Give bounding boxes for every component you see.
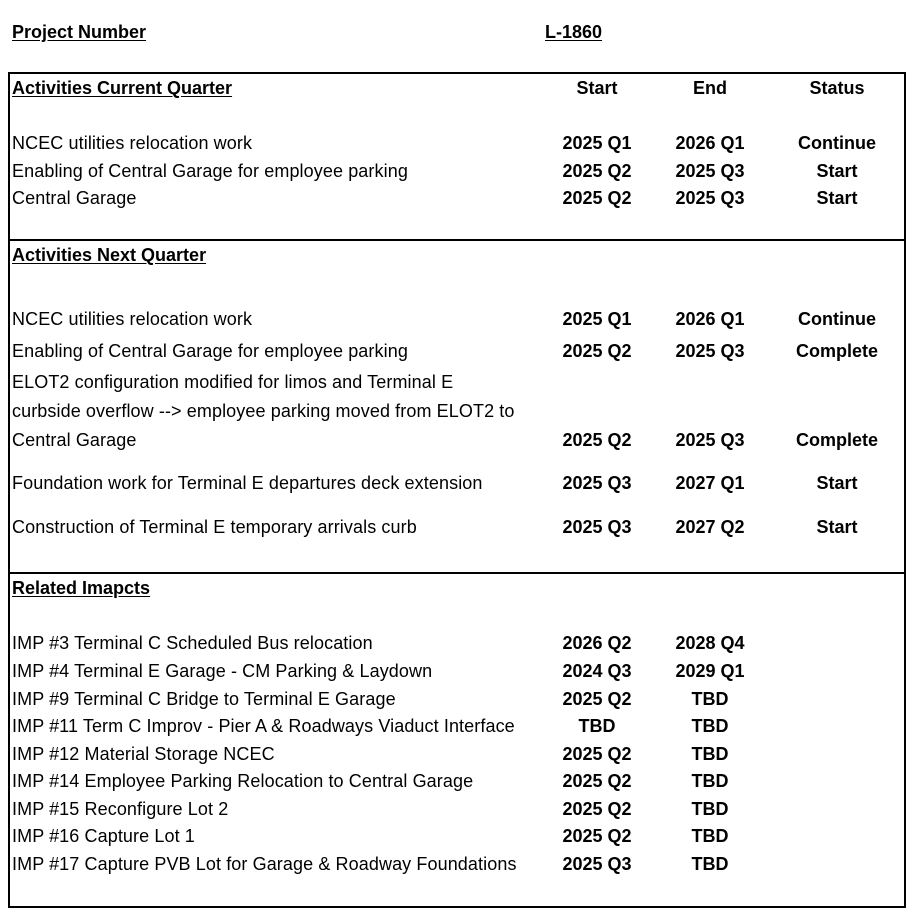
start-value: 2025 Q2: [562, 689, 632, 709]
activity-name: NCEC utilities relocation work: [12, 309, 253, 329]
status-value: Start: [816, 473, 858, 493]
activity-name: Enabling of Central Garage for employee parking: [12, 161, 408, 181]
end-value: TBD: [691, 689, 729, 709]
end-value: 2027 Q2: [675, 517, 745, 537]
project-number-label: Project Number: [12, 22, 147, 42]
start-value: 2025 Q2: [562, 771, 632, 791]
start-value: 2025 Q1: [562, 309, 632, 329]
start-value: 2025 Q3: [562, 854, 632, 874]
impact-name: IMP #9 Terminal C Bridge to Terminal E Garage: [12, 689, 396, 709]
end-value: TBD: [691, 716, 729, 736]
activity-name-line: curbside overflow --> employee parking moved from ELOT2 to: [12, 401, 515, 421]
end-value: 2025 Q3: [675, 188, 745, 208]
start-value: 2025 Q3: [562, 473, 632, 493]
end-value: 2026 Q1: [675, 309, 745, 329]
start-value: 2025 Q2: [562, 188, 632, 208]
next-quarter-heading: Activities Next Quarter: [12, 245, 207, 265]
status-value: Continue: [798, 309, 876, 329]
status-value: Continue: [798, 133, 876, 153]
end-value: 2025 Q3: [675, 161, 745, 181]
end-value: 2028 Q4: [675, 633, 745, 653]
activity-name-line: Central Garage: [12, 430, 137, 450]
project-number-value: L-1860: [545, 22, 603, 42]
status-value: Complete: [795, 430, 879, 450]
end-value: 2029 Q1: [675, 661, 745, 681]
start-value: 2025 Q2: [562, 744, 632, 764]
activity-name: NCEC utilities relocation work: [12, 133, 253, 153]
activity-name: Enabling of Central Garage for employee parking: [12, 341, 408, 361]
impact-name: IMP #11 Term C Improv - Pier A & Roadways Viaduct Interface: [12, 716, 515, 736]
impact-name: IMP #15 Reconfigure Lot 2: [12, 799, 229, 819]
activity-name-line: ELOT2 configuration modified for limos and Terminal E: [12, 372, 454, 392]
start-value: 2025 Q2: [562, 430, 632, 450]
end-value: TBD: [691, 771, 729, 791]
impact-name: IMP #12 Material Storage NCEC: [12, 744, 275, 764]
section-divider: [8, 239, 906, 241]
start-value: 2025 Q2: [562, 161, 632, 181]
end-value: 2026 Q1: [675, 133, 745, 153]
impact-name: IMP #17 Capture PVB Lot for Garage & Roadway Foundations: [12, 854, 517, 874]
status-value: Start: [816, 161, 858, 181]
activity-name: Foundation work for Terminal E departures deck extension: [12, 473, 483, 493]
start-value: 2025 Q2: [562, 341, 632, 361]
start-column-header: Start: [576, 78, 618, 98]
end-value: TBD: [691, 826, 729, 846]
start-value: 2024 Q3: [562, 661, 632, 681]
start-value: 2025 Q3: [562, 517, 632, 537]
activity-name: Construction of Terminal E temporary arrivals curb: [12, 517, 417, 537]
status-value: Complete: [795, 341, 879, 361]
end-value: 2027 Q1: [675, 473, 745, 493]
impact-name: IMP #4 Terminal E Garage - CM Parking & Laydown: [12, 661, 433, 681]
start-value: 2025 Q1: [562, 133, 632, 153]
status-value: Start: [816, 517, 858, 537]
end-value: 2025 Q3: [675, 430, 745, 450]
end-column-header: End: [693, 78, 727, 98]
start-value: TBD: [578, 716, 616, 736]
start-value: 2026 Q2: [562, 633, 632, 653]
start-value: 2025 Q2: [562, 826, 632, 846]
end-value: TBD: [691, 799, 729, 819]
impact-name: IMP #3 Terminal C Scheduled Bus relocation: [12, 633, 373, 653]
activity-name: Central Garage: [12, 188, 137, 208]
status-column-header: Status: [809, 78, 865, 98]
end-value: TBD: [691, 854, 729, 874]
impact-name: IMP #14 Employee Parking Relocation to Central Garage: [12, 771, 474, 791]
impact-name: IMP #16 Capture Lot 1: [12, 826, 195, 846]
current-quarter-heading: Activities Current Quarter: [12, 78, 233, 98]
end-value: 2025 Q3: [675, 341, 745, 361]
related-impacts-heading: Related Imapcts: [12, 578, 151, 598]
start-value: 2025 Q2: [562, 799, 632, 819]
status-value: Start: [816, 188, 858, 208]
end-value: TBD: [691, 744, 729, 764]
section-divider: [8, 572, 906, 574]
